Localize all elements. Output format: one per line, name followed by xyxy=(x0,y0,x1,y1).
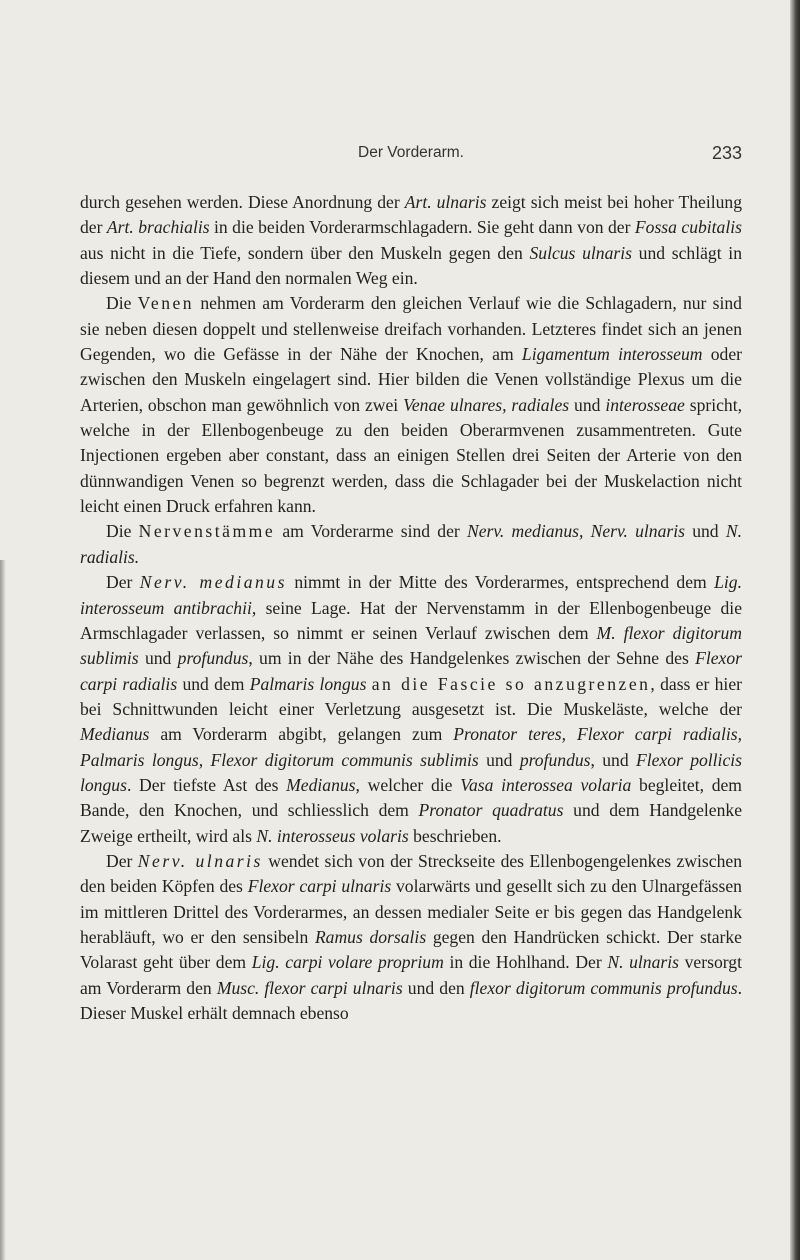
spaced-emphasis: Venen xyxy=(137,293,195,314)
italic-term: N. ulnaris xyxy=(607,952,679,973)
text-run: beschrieben. xyxy=(408,825,502,846)
italic-term: Vasa interossea volaria xyxy=(460,774,632,795)
italic-term: interosseae xyxy=(605,394,685,415)
text-run: volarwärts und gesellt sich zu den Ulnargefässen im mittleren Drittel des Vorderarmes, an dessen medialer Seite er bis gegen das Handgelenk herabläuft, wo er den sensibeln xyxy=(80,876,742,947)
italic-term: Palmaris longus xyxy=(249,673,367,694)
text-run: . Der tiefste Ast des xyxy=(126,774,287,795)
text-run: nimmt in der Mitte des Vorderarmes, entsprechend dem xyxy=(286,572,715,593)
italic-term: Musc. flexor carpi ulnaris xyxy=(216,977,403,998)
spaced-italic-term: Nerv. ulnaris xyxy=(137,850,263,871)
running-head: Der Vorderarm. xyxy=(358,144,464,161)
italic-term: N. interosseus volaris xyxy=(256,825,409,846)
text-run: und dem xyxy=(177,673,250,694)
paragraph-arteria-ulnaris xyxy=(80,190,742,291)
text-run: oder zwischen den Muskeln eingelagert sind. Hier bilden die Venen vollständige Plexus um die Arterien, obschon man gewöhnlich von zwei xyxy=(80,344,742,415)
italic-term: Lig. interosseum antibrachii xyxy=(80,572,742,618)
text-run: und den xyxy=(402,977,470,998)
text-run: und schlägt in diesem und an der Hand den normalen Weg ein. xyxy=(80,242,742,289)
body-text xyxy=(80,190,742,1026)
text-run: und xyxy=(138,648,178,669)
italic-term: Art. ulnaris xyxy=(404,192,487,212)
page-number: 233 xyxy=(711,143,742,163)
paragraph-nervenstaemme xyxy=(80,519,742,570)
text-run: , seine Lage. Hat der Nervenstamm in der Ellenbogenbeuge die Armschlagader verlassen, so nimmt er seinen Verlauf zwischen dem xyxy=(80,597,743,643)
text-run: , dass er hier bei Schnittwunden leicht einer Verletzung ausgesetzt ist. Die Muskeläste, welche der xyxy=(80,673,742,719)
text-run: aus nicht in die Tiefe, sondern über den Muskeln gegen den xyxy=(80,242,530,263)
italic-term: profundus xyxy=(177,648,249,669)
text-run: spricht, welche in der Ellenbogenbeuge zu den beiden Oberarmvenen zusammentreten. Gute Injectionen ergeben aber constant, dass an einigen Stellen drei Seiten der Arterie von den dünnwandigen Venen so begrenzt werden, dass die Schlagader bei der Muskelaction nicht leicht einen Druck erfahren kann. xyxy=(80,394,743,517)
italic-term: Flexor carpi radialis xyxy=(80,648,743,694)
text-run: und xyxy=(478,749,520,770)
text-run: gegen den Handrücken schickt. Der starke Volarast geht über dem xyxy=(80,926,742,973)
text-run: und xyxy=(684,521,726,542)
text-run: am Vorderarme sind der xyxy=(275,521,467,542)
text-run: , welcher die xyxy=(355,774,461,795)
italic-term: flexor digitorum communis profundus xyxy=(469,977,738,998)
spaced-emphasis: Nervenstämme xyxy=(138,521,276,542)
text-run: begleitet, dem Bande, den Knochen, und schliesslich dem xyxy=(80,774,742,821)
text-run: nehmen am Vorderarm den gleichen Verlauf wie die Schlagadern, nur sind sie neben diesen doppelt und stellenweise dreifach vorhanden. Letzteres findet sich an jenen Gegenden, wo die Gefässe in der Nähe der Knochen, am xyxy=(80,293,742,365)
italic-term: Nerv. medianus, Nerv. ulnaris xyxy=(467,521,685,542)
text-run: durch gesehen werden. Diese Anordnung der xyxy=(80,192,405,212)
italic-term: Art. brachialis xyxy=(106,217,210,238)
text-run: in die Hohlhand. Der xyxy=(443,952,608,973)
italic-term: Pronator quadratus xyxy=(418,800,564,821)
text-run: Der xyxy=(106,572,140,593)
italic-term: profundus xyxy=(519,749,591,770)
italic-term: Medianus xyxy=(286,774,356,795)
italic-term: Ramus dorsalis xyxy=(314,926,427,947)
text-run: Der xyxy=(106,850,138,871)
text-run: , und xyxy=(590,749,636,770)
paragraph-nerv-ulnaris xyxy=(80,849,742,1026)
italic-term: Venae ulnares, radiales xyxy=(403,394,570,415)
spaced-emphasis: an die Fascie so anzugrenzen xyxy=(371,673,651,694)
italic-term: Flexor carpi ulnaris xyxy=(247,876,392,897)
text-run: und dem Handgelenke Zweige ertheilt, wird als xyxy=(80,800,743,846)
text-run: wendet sich von der Streckseite des Ellenbogengelenkes zwischen den beiden Köpfen des xyxy=(80,850,742,897)
italic-term: Flexor pollicis longus xyxy=(80,749,742,795)
text-run: , um in der Nähe des Handgelenkes zwischen der Sehne des xyxy=(248,648,696,669)
text-run: Die xyxy=(106,521,139,542)
italic-term: Fossa cubitalis xyxy=(634,217,742,238)
paragraph-nerv-medianus xyxy=(80,570,742,849)
italic-term: N. radialis. xyxy=(80,521,742,567)
italic-term: Medianus xyxy=(80,724,150,745)
spaced-italic-term: Nerv. medianus xyxy=(139,572,287,593)
italic-term: Pronator teres, Flexor carpi radialis, Palmaris longus, Flexor digitorum communis sublimis xyxy=(80,724,742,770)
text-run: am Vorderarm abgibt, gelangen zum xyxy=(149,724,454,745)
text-run: in die beiden Vorderarmschlagadern. Sie geht dann von der xyxy=(209,217,635,238)
text-run: und xyxy=(569,394,606,415)
paragraph-venen xyxy=(80,291,742,519)
text-run: Die xyxy=(106,293,138,314)
text-run: zeigt sich meist bei hoher Theilung der xyxy=(80,192,743,238)
italic-term: Lig. carpi volare proprium xyxy=(251,952,444,973)
text-run: versorgt am Vorderarm den xyxy=(80,952,742,998)
italic-term: M. flexor digitorum sublimis xyxy=(80,622,742,669)
book-spine-shadow xyxy=(790,0,800,1260)
italic-term: Ligamentum interosseum xyxy=(521,344,703,365)
page-header xyxy=(80,144,742,168)
text-run: . Dieser Muskel erhält demnach ebenso xyxy=(80,977,742,1023)
italic-term: Sulcus ulnaris xyxy=(529,242,632,263)
page-edge-shadow xyxy=(0,560,6,1260)
